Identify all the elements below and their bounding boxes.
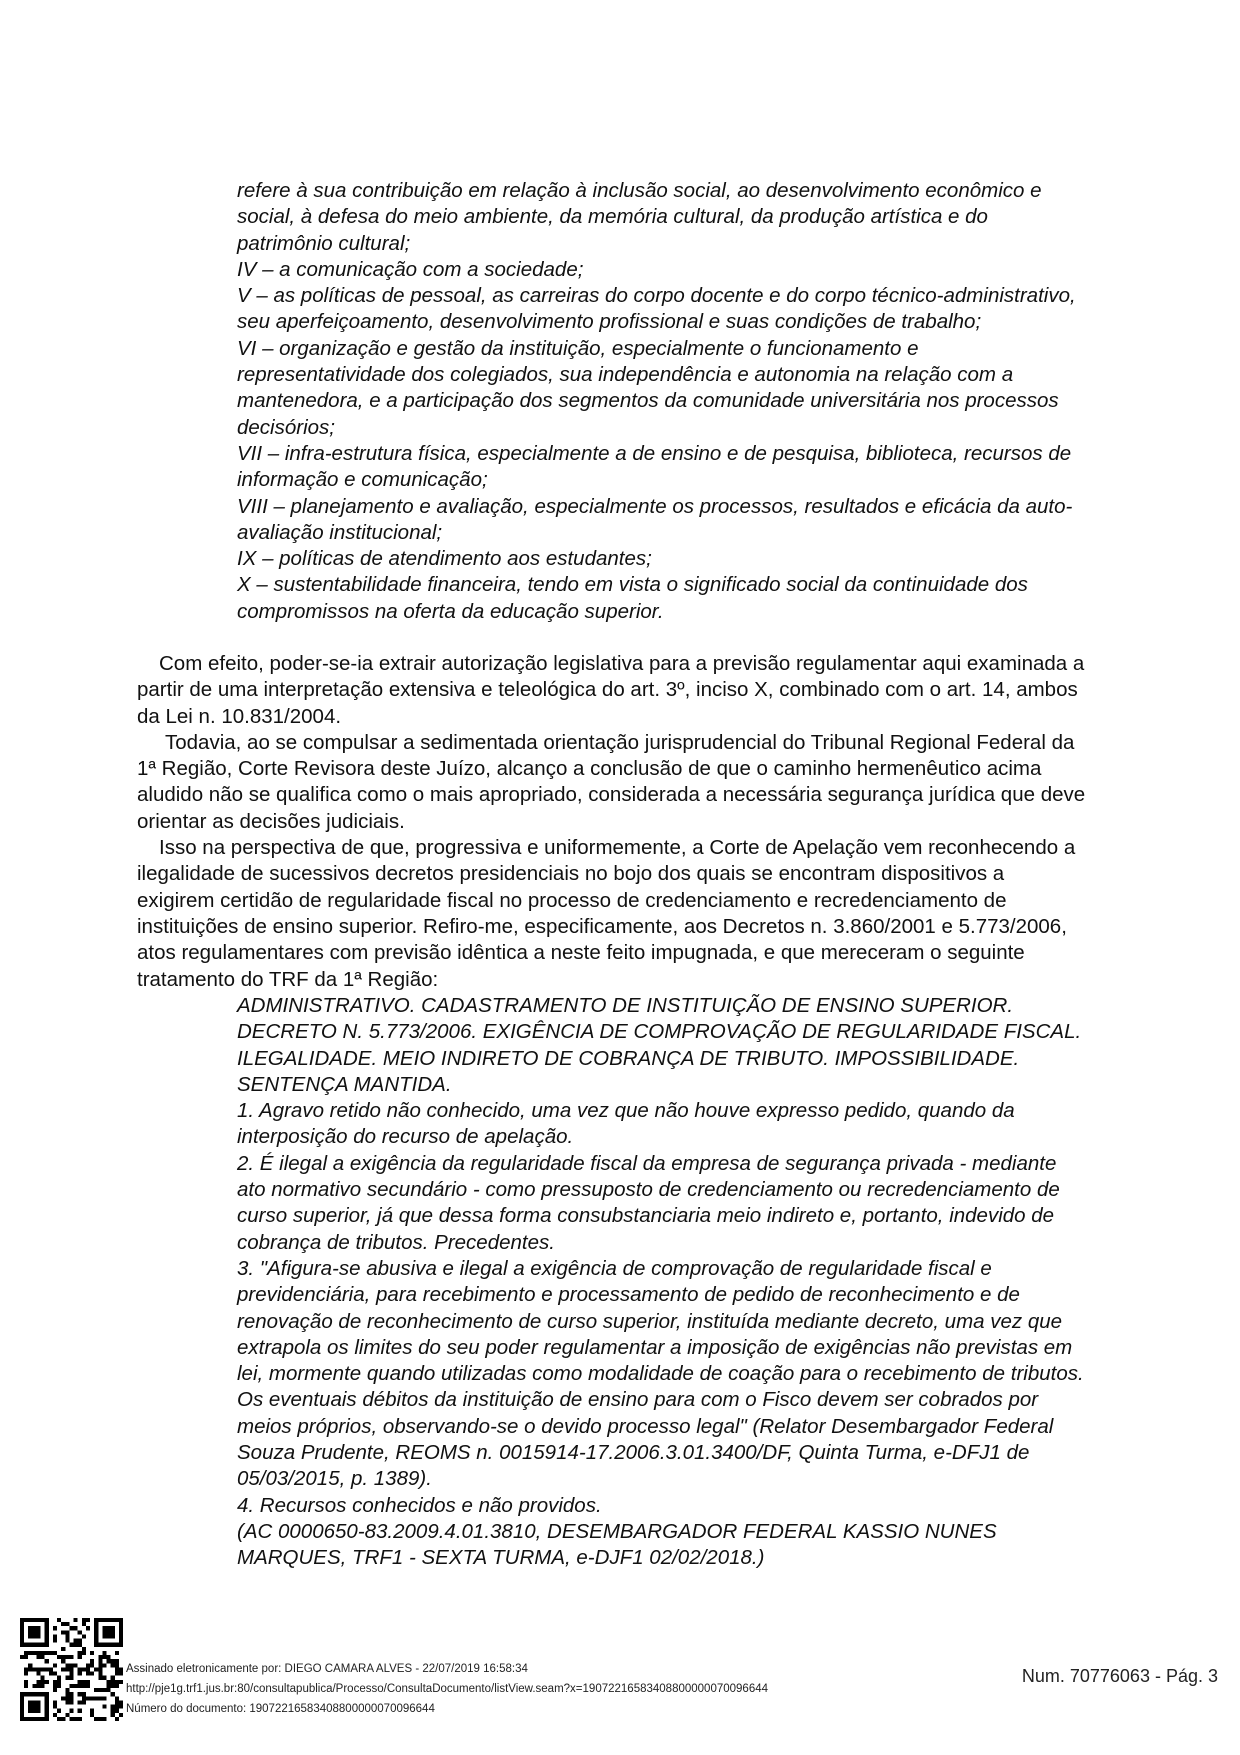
qr-code-icon (20, 1618, 123, 1721)
quoted-law-text (237, 178, 1087, 625)
quote-paragraph: VI – organização e gestão da instituição, especialmente o funcionamento e representatividade dos colegiados, sua independência e autonomia na relação com a mantenedora, e a participação dos segmentos da comunidade universitária nos processos decisórios; (237, 336, 1059, 439)
citation-paragraph: 3. "Afigura-se abusiva e ilegal a exigência de comprovação de regularidade fiscal e previdenciária, para recebimento e processamento de pedido de reconhecimento e de renovação de reconhecimento de curso superior, instituída mediante decreto, uma vez que extrapola os limites do seu poder regulamentar a imposição de exigências não previstas em lei, mormente quando utilizadas como modalidade de coação para o recebimento de tributos. Os eventuais débitos da instituição de ensino para com o Fisco devem ser cobrados por meios próprios, observando-se o devido processo legal" (Relator Desembargador Federal Souza Prudente, REOMS n. 0015914-17.2006.3.01.3400/DF, Quinta Turma, e-DFJ1 de 05/03/2015, p. 1389). (237, 1256, 1084, 1491)
citation-paragraph: 2. É ilegal a exigência da regularidade fiscal da empresa de segurança privada - mediante ato normativo secundário - como pressuposto de credenciamento ou recredenciamento de curso superior, já que dessa forma consubstanciaria meio indireto e, portanto, indevido de cobrança de tributos. Precedentes. (237, 1151, 1060, 1254)
citation-paragraph: 1. Agravo retido não conhecido, uma vez que não houve expresso pedido, quando da interposição do recurso de apelação. (237, 1099, 1015, 1149)
jurisprudence-citation (237, 993, 1087, 1572)
citation-paragraph: ADMINISTRATIVO. CADASTRAMENTO DE INSTITUIÇÃO DE ENSINO SUPERIOR. DECRETO N. 5.773/2006. EXIGÊNCIA DE COMPROVAÇÃO DE REGULARIDADE FISCAL. ILEGALIDADE. MEIO INDIRETO DE COBRANÇA DE TRIBUTO. IMPOSSIBILIDADE. SENTENÇA MANTIDA. (237, 994, 1082, 1096)
quote-paragraph: IV – a comunicação com a sociedade; (237, 257, 584, 281)
document-url[interactable]: http://pje1g.trf1.jus.br:80/consultapublica/Processo/ConsultaDocumento/listView.seam?x=19072216583408800000070096644 (126, 1683, 769, 1695)
body-paragraph: Isso na perspectiva de que, progressiva e uniformemente, a Corte de Apelação vem reconhecendo a ilegalidade de sucessivos decretos presidenciais no bojo dos quais se encontram dispositivos a exigirem certidão de regularidade fiscal no processo de credenciamento e recredenciamento de instituições de ensino superior. Refiro-me, especificamente, aos Decretos n. 3.860/2001 e 5.773/2006, atos regulamentares com previsão idêntica a neste feito impugnada, e que mereceram o seguinte tratamento do TRF da 1ª Região: (137, 836, 1076, 991)
quote-paragraph: VIII – planejamento e avaliação, especialmente os processos, resultados e eficácia da auto-avaliação institucional; (237, 494, 1073, 544)
document-number: Número do documento: 19072216583408800000070096644 (126, 1703, 435, 1715)
signature-line: Assinado eletronicamente por: DIEGO CAMARA ALVES - 22/07/2019 16:58:34 (126, 1663, 528, 1675)
quote-paragraph: refere à sua contribuição em relação à inclusão social, ao desenvolvimento econômico e social, à defesa do meio ambiente, da memória cultural, da produção artística e do patrimônio cultural; (237, 179, 1042, 255)
quote-paragraph: IX – políticas de atendimento aos estudantes; (237, 547, 652, 571)
decision-body (137, 651, 1087, 993)
quote-paragraph: VII – infra-estrutura física, especialmente a de ensino e de pesquisa, biblioteca, recursos de informação e comunicação; (237, 441, 1072, 492)
quote-paragraph: V – as políticas de pessoal, as carreiras do corpo docente e do corpo técnico-administrativo, seu aperfeiçoamento, desenvolvimento profissional e suas condições de trabalho; (237, 284, 1076, 334)
page-reference: Num. 70776063 - Pág. 3 (1021, 1666, 1218, 1686)
quote-paragraph: X – sustentabilidade financeira, tendo em vista o significado social da continuidade dos compromissos na oferta da educação superior. (237, 573, 1028, 623)
body-paragraph: Com efeito, poder-se-ia extrair autorização legislativa para a previsão regulamentar aqui examinada a partir de uma interpretação extensiva e teleológica do art. 3º, inciso X, combinado com o art. 14, ambos da Lei n. 10.831/2004. (137, 652, 1085, 728)
citation-paragraph: 4. Recursos conhecidos e não providos. (237, 1493, 602, 1517)
body-paragraph: Todavia, ao se compulsar a sedimentada orientação jurisprudencial do Tribunal Regional Federal da 1ª Região, Corte Revisora deste Juízo, alcanço a conclusão de que o caminho hermenêutico acima aludido não se qualifica como o mais apropriado, considerada a necessária segurança jurídica que deve orientar as decisões judiciais. (137, 730, 1086, 833)
citation-paragraph: (AC 0000650-83.2009.4.01.3810, DESEMBARGADOR FEDERAL KASSIO NUNES MARQUES, TRF1 - SEXTA TURMA, e-DJF1 02/02/2018.) (237, 1519, 997, 1570)
